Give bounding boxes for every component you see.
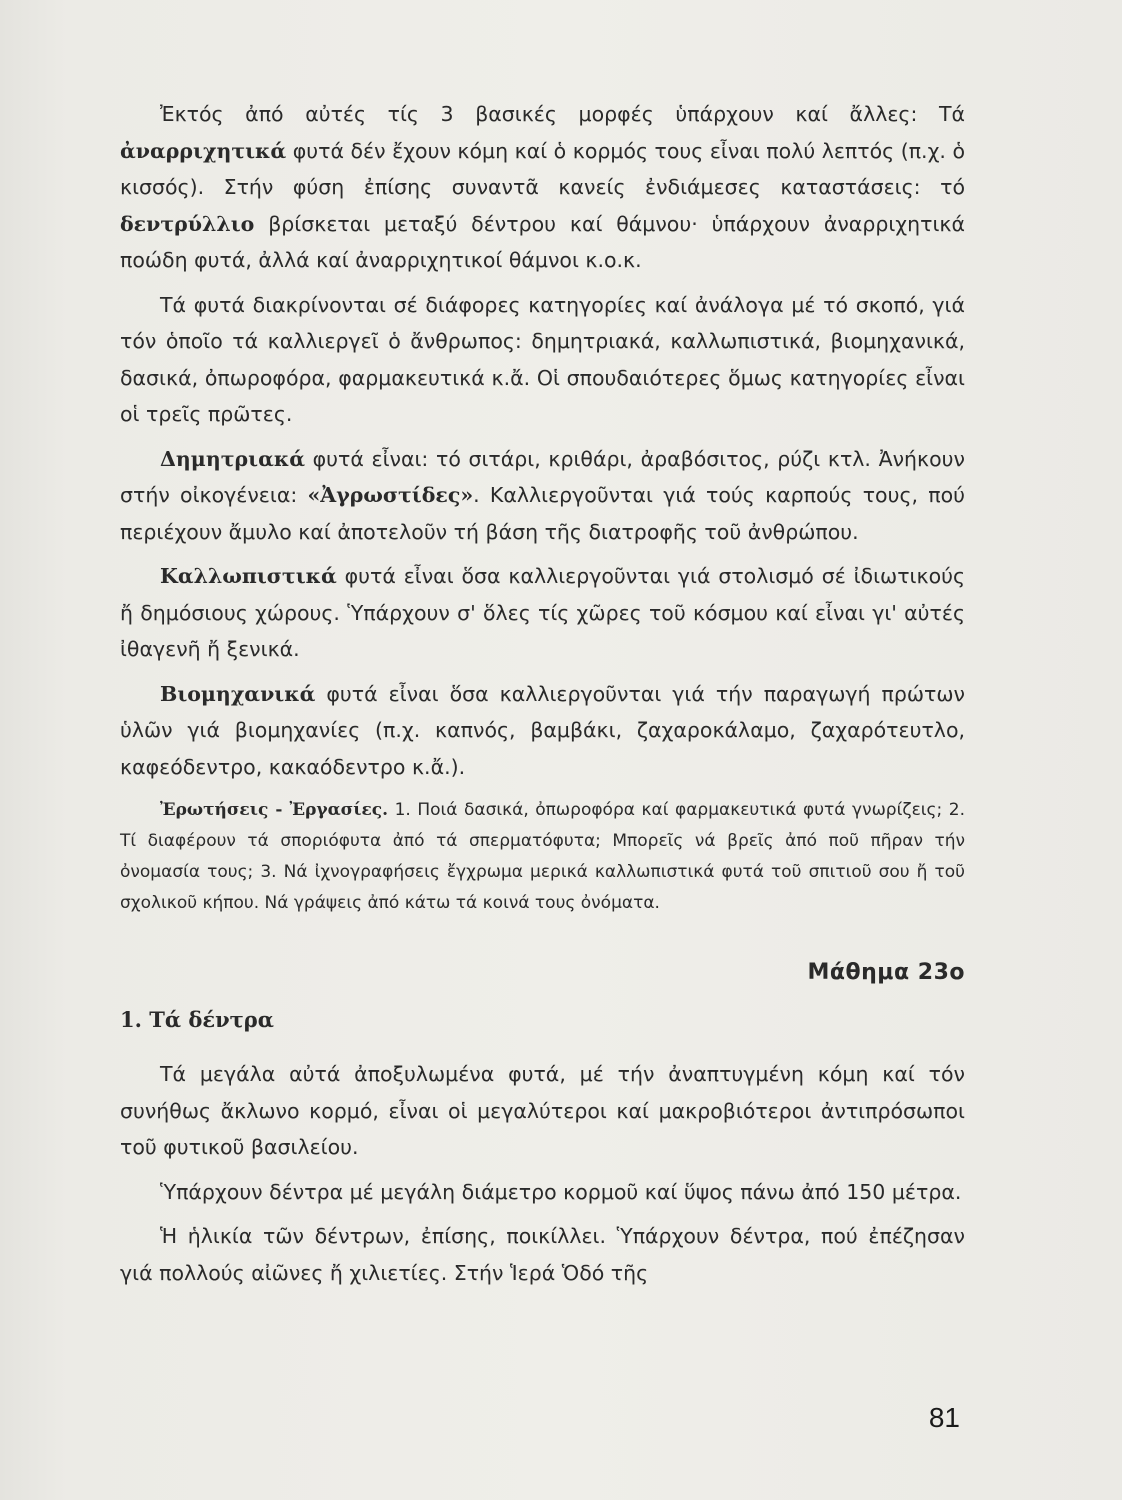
page-content [120, 96, 965, 1299]
text-span: βρίσκεται μεταξύ δέντρου καί θάμνου· ὑπάρχουν ἀναρριχητικά ποώδη φυτά, ἀλλά καί ἀναρριχητικοί θάμνοι κ.ο.κ. [120, 211, 965, 272]
section-title: 1. Τά δέντρα [120, 1006, 274, 1032]
lesson-title: Μάθημα 23ο [807, 960, 965, 985]
paragraph-other-forms [120, 96, 965, 279]
text-span: φυτά εἶναι ὅσα καλλιεργοῦνται γιά τήν παραγωγή πρώτων ὑλῶν γιά βιομηχανίες (π.χ. καπνός, βαμβάκι, ζαχαροκάλαμο, ζαχαρότευτλο, καφεόδεντρο, κακαόδεντρο κ.ἄ.). [120, 681, 965, 779]
text-span: φυτά εἶναι ὅσα καλλιεργοῦνται γιά στολισμό σέ ἰδιωτικούς ἤ δημόσιους χώρους. Ὑπάρχουν σ' ὅλες τίς χῶρες τοῦ κόσμου καί εἶναι γι' αὐτές ἰθαγενῆ ἤ ξενικά. [120, 564, 965, 661]
section-paragraph: Ὑπάρχουν δέντρα μέ μεγάλη διάμετρο κορμοῦ καί ὕψος πάνω ἀπό 150 μέτρα. [160, 1179, 962, 1204]
paragraph-industrial [120, 676, 965, 786]
paragraph-categories: Τά φυτά διακρίνονται σέ διάφορες κατηγορίες καί ἀνάλογα μέ τό σκοπό, γιά τόν ὁποῖο τά καλλιεργεῖ ὁ ἄνθρωπος: δημητριακά, καλλωπιστικά, βιομηχανικά, δασικά, ὀπωροφόρα, φαρμακευτικά κ.ἄ. Οἱ σπουδαιότερες ὅμως κατηγορίες εἶναι οἱ τρεῖς πρῶτες. [120, 292, 965, 426]
text-span: φυτά δέν ἔχουν κόμη καί ὁ κορμός τους εἶναι πολύ λεπτός (π.χ. ὁ κισσός). Στήν φύση ἐπίσης συναντᾶ κανείς ἐνδιάμεσες καταστάσεις: τό [120, 138, 965, 199]
text-span: . Καλλιεργοῦνται γιά τούς καρπούς τους, πού περιέχουν ἄμυλο καί ἀποτελοῦν τή βάση τῆς διατροφῆς τοῦ ἀνθρώπου. [120, 483, 965, 544]
term-climbing: ἀναρριχητικά [120, 138, 287, 163]
questions-block [120, 795, 965, 919]
section-paragraph: Ἡ ἡλικία τῶν δέντρων, ἐπίσης, ποικίλλει. Ὑπάρχουν δέντρα, πού ἐπέζησαν γιά πολλούς αἰῶνες ἤ χιλιετίες. Στήν Ἱερά Ὁδό τῆς [120, 1224, 965, 1285]
paragraph-ornamental [120, 558, 965, 668]
text-span: Ἐκτός ἀπό αὐτές τίς 3 βασικές μορφές ὑπάρχουν καί ἄλλες: Τά [160, 102, 965, 126]
term-shrub-tree: δεντρύλλιο [120, 211, 255, 236]
term-ornamental: Καλλωπιστικά [160, 564, 337, 588]
term-grasses: «Ἀγρωστίδες» [307, 483, 474, 507]
page-number: 81 [928, 1402, 960, 1433]
term-cereals: Δημητριακά [160, 446, 305, 471]
section-paragraph: Τά μεγάλα αὐτά ἀποξυλωμένα φυτά, μέ τήν ἀναπτυγμένη κόμη καί τόν συνήθως ἄκλωνο κορμό, εἶναι οἱ μεγαλύτεροι καί μακροβιότεροι ἀντιπρόσωποι τοῦ φυτικοῦ βασιλείου. [120, 1062, 965, 1159]
questions-text: 1. Ποιά δασικά, ὀπωροφόρα καί φαρμακευτικά φυτά γνωρίζεις; 2. Τί διαφέρουν τά σποριόφυτα ἀπό τά σπερματόφυτα; Μπορεῖς νά βρεῖς ἀπό ποῦ πῆραν τήν ὀνομασία τους; 3. Νά ἰχνογραφήσεις ἔγχρωμα μερικά καλλωπιστικά φυτά τοῦ σπιτιοῦ σου ἤ τοῦ σχολικοῦ κήπου. Νά γράψεις ἀπό κάτω τά κοινά τους ὀνόματα. [120, 800, 965, 913]
text-span: φυτά εἶναι: τό σιτάρι, κριθάρι, ἀραβόσιτος, ρύζι κτλ. Ἀνήκουν στήν οἰκογένεια: [120, 446, 965, 507]
questions-heading: Ἐρωτήσεις - Ἐργασίες. [160, 800, 389, 820]
term-industrial: Βιομηχανικά [160, 681, 316, 706]
paragraph-cereals [120, 441, 965, 551]
